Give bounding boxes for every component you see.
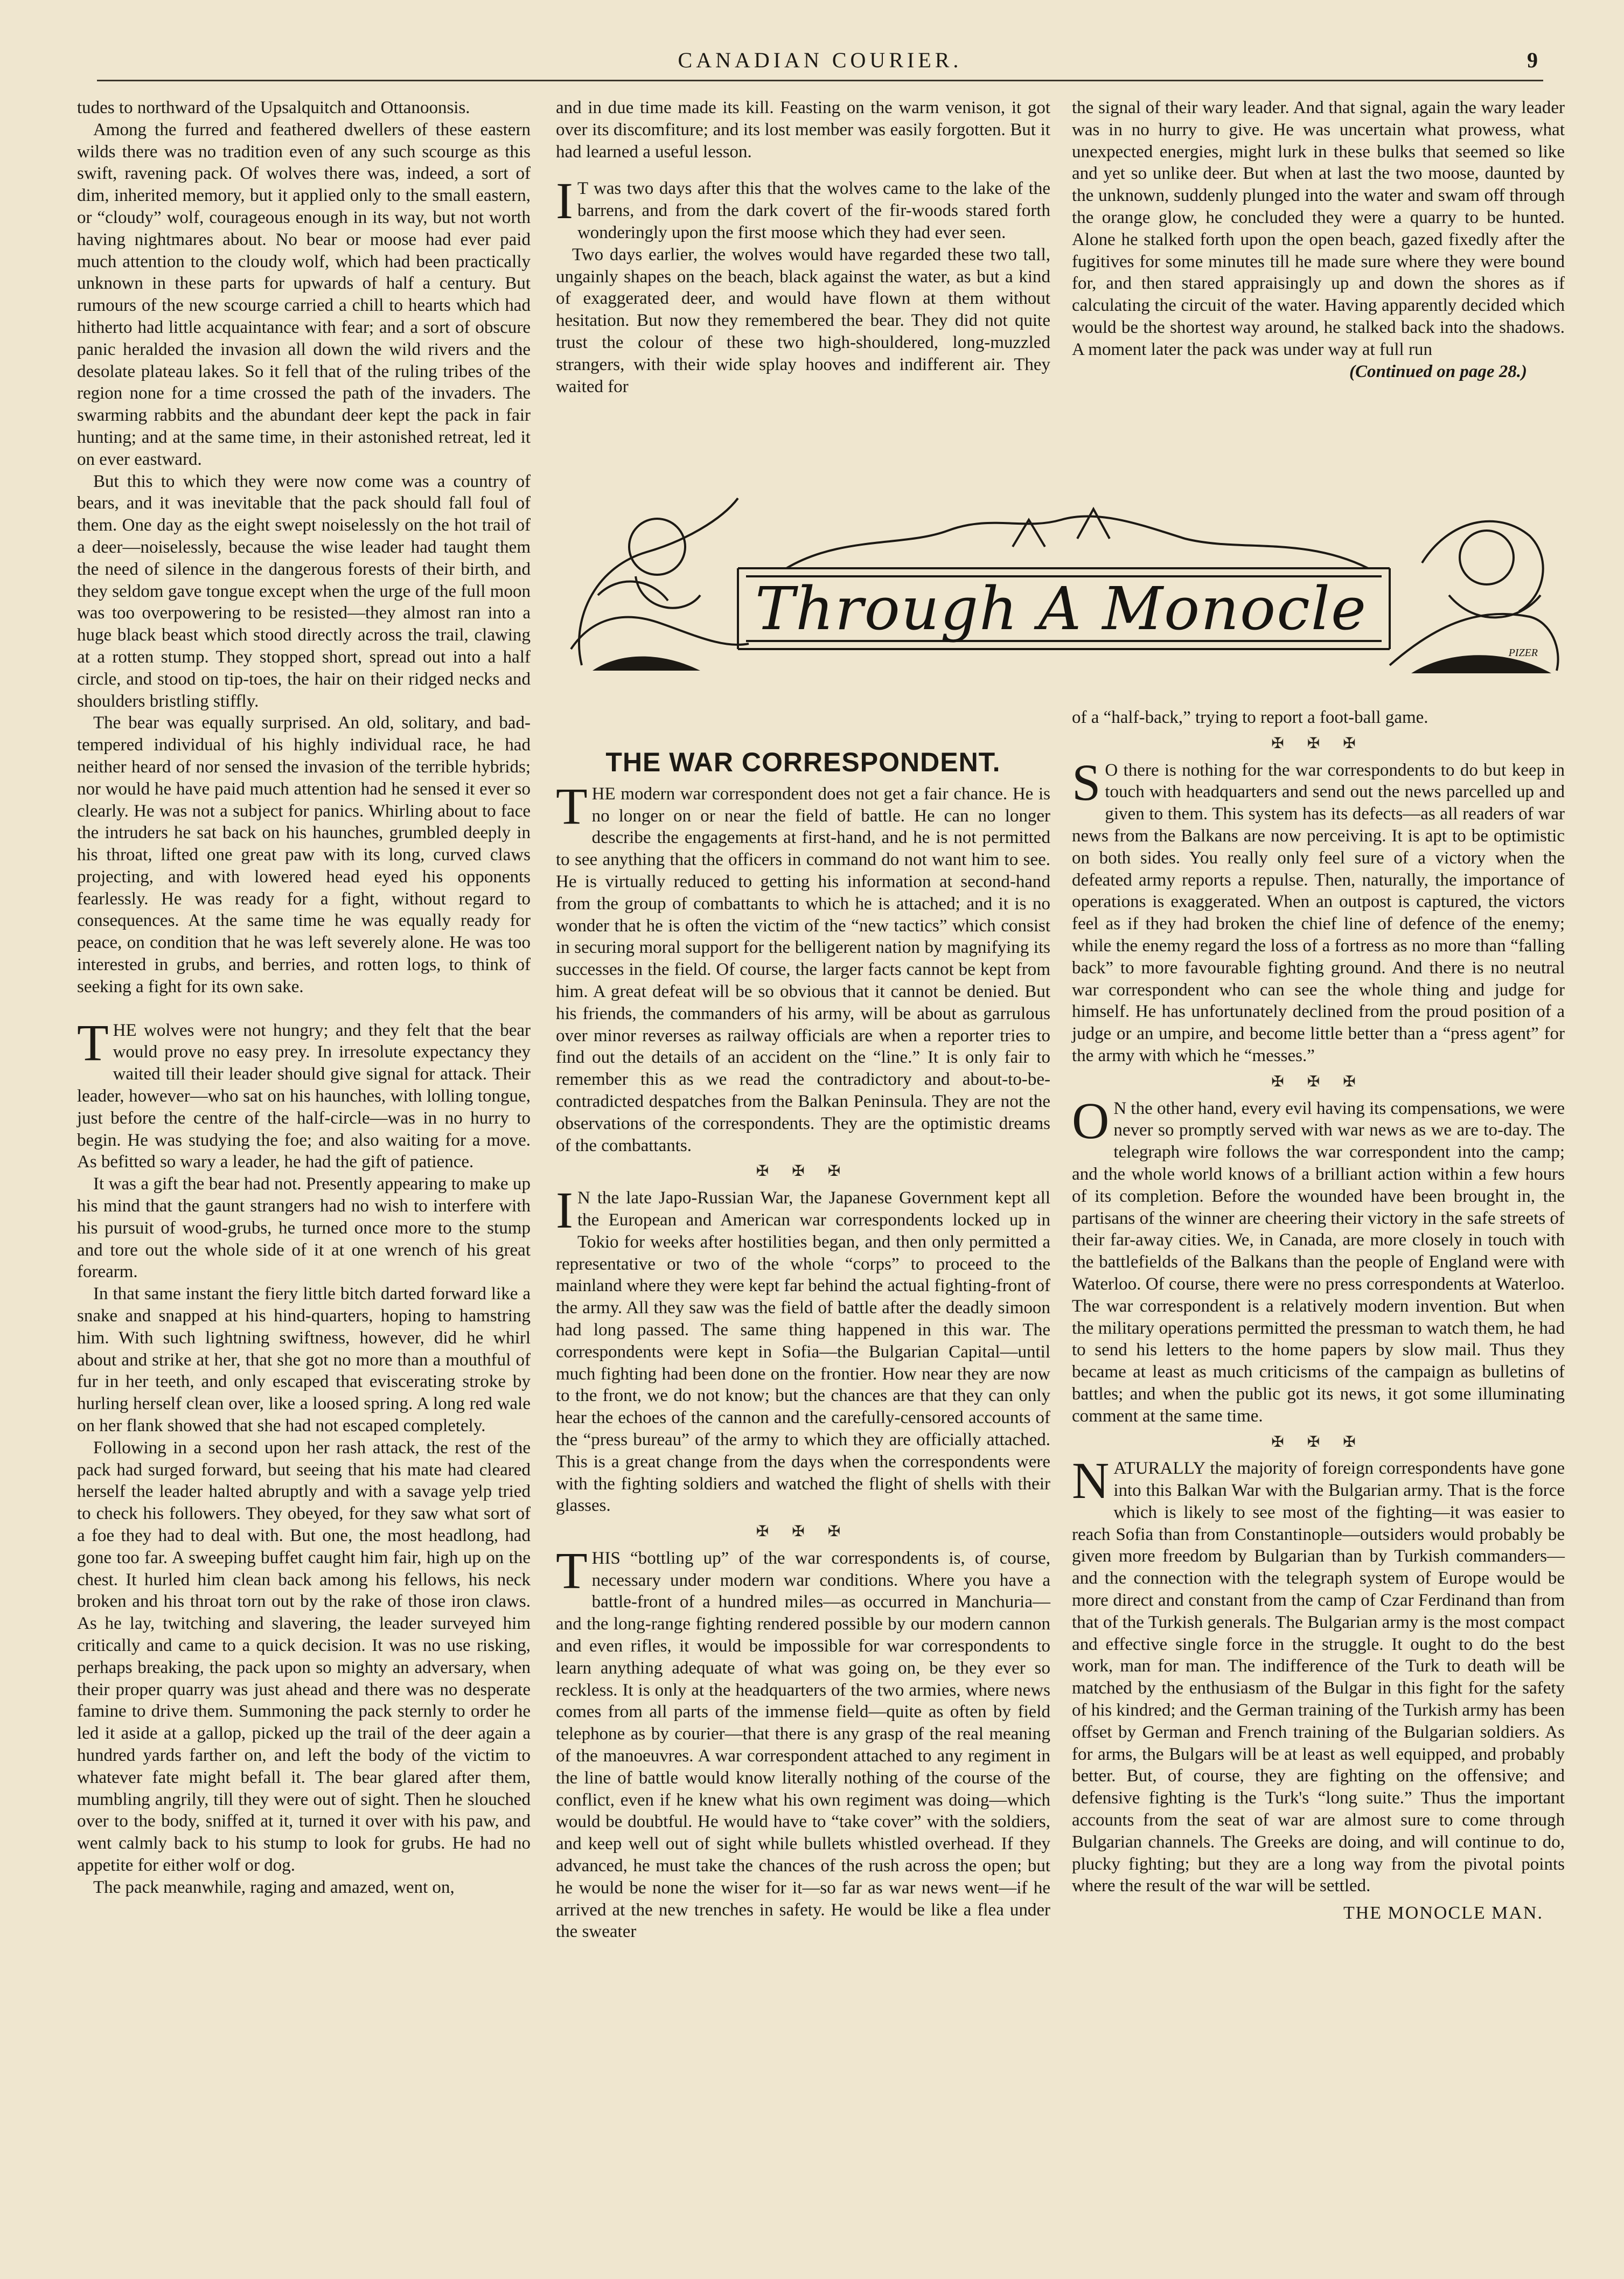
page-number: 9 <box>1527 48 1538 72</box>
article-column-3 <box>1072 707 1565 1925</box>
publication-title: CANADIAN COURIER. <box>678 48 963 72</box>
drop-cap: N <box>1072 1452 1110 1510</box>
article-paragraph-dropcap <box>556 777 1050 1157</box>
drop-cap: T <box>556 1541 588 1599</box>
article-paragraph-dropcap <box>556 1541 1050 1943</box>
banner-title: Through A Monocle <box>755 574 1368 643</box>
drop-cap: O <box>1072 1091 1110 1149</box>
story-column-3 <box>1072 97 1565 382</box>
story-paragraph: In that same instant the fiery little bitch darted forward like a snake and snapped at his hind-quarters, hoping to hamstring him. With such lightning swiftness, however, did he whirl about and strike at her, that she got no more than a mouthful of fur in her teeth, and only escaped that eviscerating stroke by hurling herself clean over, like a loosed spring. A long red wale on her flank showed that she had not escaped completely. <box>77 1284 531 1436</box>
story-paragraph: The pack meanwhile, raging and amazed, went on, <box>93 1877 455 1897</box>
story-paragraph: But this to which they were now come was a country of bears, and it was inevitable that the pack should fall foul of them. One day as the eight swept noiselessly on the hot trail of a deer—noiselessly, because the wise leader had taught them the need of silence in the dangerous forests of their birth, and they seldom gave tongue except when the urge of the full moon was too overpowering to be resisted—they almost ran into a huge black beast which stood directly across the trail, clawing at a rotten stump. They stopped short, spread out into a half circle, and stood on tip-toes, the hair on their ridged necks and shoulders bristling stiffly. <box>77 471 531 711</box>
story-paragraph-dropcap <box>77 1013 531 1174</box>
artist-signature: PIZER <box>1508 647 1538 659</box>
story-paragraph: Two days earlier, the wolves would have regarded these two tall, ungainly shapes on the beach, black against the water, as but a kind of exaggerated deer, and would have flown at them without hesitation. But now they remembered the bear. They did not quite trust the colour of these two high-shouldered, long-muzzled strangers, with their wide splay hooves and indifferent air. They waited for <box>556 245 1050 396</box>
article-text: N the late Japo-Russian War, the Japanese Government kept all the European and American war correspondents locked up in Tokio for weeks after hostilities began, and then only permitted a representative or two of the whole “corps” to proceed to the mainland where they were kept far behind the actual fighting-front of the army. All they saw was the field of battle after the deadly simoon had long passed. The same thing happened in this war. The correspondents were kept in Sofia—the Bulgarian Capital—until much fighting had been done on the frontier. How near they are now to the front, we do not know; but the chances are that they can only hear the echoes of the cannon and the carefully-censored accounts of the “press bureau” of the army to which they are officially attached. This is a great change from the days when the correspondents were with the fighting soldiers and watched the flight of shells with their glasses. <box>556 1188 1050 1516</box>
section-ornament: ✠ ✠ ✠ <box>1271 1433 1365 1451</box>
story-paragraph-dropcap <box>556 172 1050 243</box>
story-paragraph: Among the furred and feathered dwellers of these eastern wilds there was no tradition even of any such scourge as this swift, ravening pack. Of wolves there was, indeed, a sort of dim, inherited memory, but it applied only to the small eastern, or “cloudy” wolf, courageous enough in its way, but not worth having nightmares about. No bear or moose had ever paid much attention to the cloudy wolf, which had been practically unknown in these parts for upwards of half a century. But rumours of the new scourge carried a chill to hearts which had hitherto had little acquaintance with fear; and a sort of obscure panic heralded the invasion all down the wild rivers and the desolate plateau lakes. So it fell that of the ruling tribes of the region none for a time crossed the path of the invaders. The swarming rabbits and the abundant deer kept the pack in fair hunting; and at the same time, in their astonished retreat, led it on ever eastward. <box>77 120 531 469</box>
section-ornament: ✠ ✠ ✠ <box>756 1163 851 1180</box>
continued-notice: (Continued on page 28.) <box>1349 361 1527 381</box>
story-column-2 <box>556 97 1050 398</box>
section-ornament: ✠ ✠ ✠ <box>1271 1073 1365 1090</box>
drop-cap: T <box>556 777 588 835</box>
article-text: HIS “bottling up” of the war correspondents is, of course, necessary under modern war conditions. Where you have a battle-front of a hundred miles—as occurred in Manchuria—and the long-range fighting rendered possible by our modern cannon and even rifles, it would be impossible for war correspondents to learn anything adequate of what was going on, be they ever so reckless. It is only at the headquarters of the two armies, where news comes from all parts of the immense field—quite as often by field telephone as by courier—that there is any grasp of the real meaning of the manoeuvres. A war correspondent attached to any regiment in the line of battle would know literally nothing of the course of the conflict, even if he knew what his own regiment was doing—which would be doubtful. He would have to “take cover” with the soldiers, and keep well out of sight while bullets whistled overhead. If they advanced, he must take the chances of the rush across the open; but he would be none the wiser for it—so far as war news went—if he arrived at the new trenches in safety. He would be like a flea under the sweater <box>556 1548 1050 1942</box>
monocle-banner <box>560 487 1567 684</box>
story-paragraph: The bear was equally surprised. An old, solitary, and bad-tempered individual of his highly individual race, he had neither heard of nor sensed the invasion of the terrible hybrids; nor would he have paid much attention had he sensed it ever so clearly. He was not a subject for panics. Whirling about to face the intruders he sat back on his haunches, grumbled deeply in his throat, lifted one great paw with its long, curved claws projecting, and with lowered head eyed his opponents fearlessly. He was ready for a fight, without regard to consequences. At the same time he was equally ready for peace, on condition that he was left severely alone. He was too interested in grubs, and berries, and rotten logs, to think of seeking a fight for its own sake. <box>77 713 531 996</box>
story-text: HE wolves were not hungry; and they felt that the bear would prove no easy prey. In irresolute expectancy they waited till their leader should give signal for attack. Their leader, however—who sat on his haunches, with lolling tongue, just before the centre of the half-circle—was in no hurry to begin. He was studying the foe; and also waiting for a move. As befitted so wary a leader, he had the gift of patience. <box>77 1020 531 1172</box>
article-paragraph-dropcap <box>1072 753 1565 1067</box>
page-header <box>97 47 1543 81</box>
section-ornament: ✠ ✠ ✠ <box>1271 735 1365 752</box>
story-paragraph: the signal of their wary leader. And that signal, again the wary leader was in no hurry to give. He was uncertain what prowess, what unexpected energies, might lurk in these bulks that seemed so like and yet so unlike deer. But when at last the two moose, daunted by the unknown, suddenly plunged into the water and swam off through the orange glow, he concluded they were a quarry to be hunted. Alone he stalked forth upon the open beach, gazed fixedly after the fugitives for some minutes till he made sure where they were bound for, and then stared appraisingly up and down the shores as if calculating the circuit of the water. Having apparently decided which would be the shortest way around, he stalked back into the shadows. A moment later the pack was under way at full run <box>1072 98 1565 359</box>
author-signature: THE MONOCLE MAN. <box>1343 1903 1543 1923</box>
section-ornament: ✠ ✠ ✠ <box>756 1523 851 1541</box>
article-paragraph-dropcap <box>1072 1452 1565 1897</box>
article-text: HE modern war correspondent does not get a fair chance. He is no longer on or near the field of battle. He can no longer describe the engagements at first-hand, and he is not permitted to see anything that the officers in command do not want him to see. He is virtually reduced to getting his information at second-hand from the group of combattants to which he is attached; and it is no wonder that he is often the victim of the “new tactics” which consist in securing moral support for the belligerent nation by magnifying its successes in the field. Of course, the larger facts cannot be kept from him. A great defeat will be so obvious that it cannot be denied. But his friends, the commanders of his army, will be about as garrulous over minor reverses as railway officials are when a reporter tries to find out the details of an accident on the “line.” It is only fair to remember this as we read the contradictory and about-to-be-contradicted despatches from the Balkan Peninsula. They are not the observations of the correspondents. They are the optimistic dreams of the combattants. <box>556 784 1050 1155</box>
article-paragraph-dropcap <box>556 1181 1050 1517</box>
drop-cap: I <box>556 172 573 230</box>
article-text: N the other hand, every evil having its compensations, we were never so promptly served with war news as we are to-day. The telegraph wire follows the war correspondent into the camp; and the whole world knows of a brilliant action within a few hours of its completion. Before the wounded have been brought in, the partisans of the winner are cheering their victory in the safe streets of their far-away cities. We, in Canada, are more closely in touch with the battlefields of the Balkans than the people of England were with Waterloo. Of course, there were no press correspondents at Waterloo. The war correspondent is a relatively modern invention. But when the military operations permitted the pressman to watch them, he had to send his letters to the home papers by slow mail. Thus they became at least as much criticisms of the campaign as bulletins of battles; and when the public got its news, it got some illuminating comment at the same time. <box>1072 1098 1565 1426</box>
story-paragraph: and in due time made its kill. Feasting on the warm venison, it got over its discomfiture; and its lost member was easily forgotten. But it had learned a useful lesson. <box>556 98 1050 162</box>
article-text: ATURALLY the majority of foreign correspondents have gone into this Balkan War with the Bulgarian army. That is the force which is likely to see most of the fighting—it was easier to reach Sofia than from Constantinople—outsiders would probably be given more freedom by Bulgarian than by Turkish commanders—and the connection with the telegraph system of Europe would be more direct and constant from the camp of Czar Ferdinand than from that of the Turkish generals. The Bulgarian army is the most compact and effective single force in the struggle. It ought to do the best work, man for man. The indifference of the Turk to death will be matched by the enthusiasm of the Bulgar in this fight for the safety of his kindred; and the German training of the Turkish army has been offset by German and French training of the Bulgarian soldiers. As for arms, the Bulgars will be at least as well equipped, and probably better. But, of course, they are fighting on the offensive; and defensive fighting is the Turk's “long suite.” Thus the important accounts from the seat of war are almost sure to come through Bulgarian channels. The Greeks are doing, and will continue to do, plucky fighting; but they are a long way from the pivotal points where the result of the war will be settled. <box>1072 1459 1565 1896</box>
article-text: O there is nothing for the war correspondents to do but keep in touch with headquarters and send out the news parcelled up and given to them. This system has its defects—as all readers of war news from the Balkans are now perceiving. It is apt to be optimistic on both sides. You really only feel sure of a victory when the defeated army reports a repulse. Then, naturally, the importance of operations is exaggerated. When an outpost is captured, the victors feel as if they had broken the chief line of defence of the enemy; while the enemy regard the loss of a fortress as no more than “falling back” to more favourable fighting ground. And there is no neutral war correspondent who can see the whole thing and judge for himself. He has unfortunately declined from the proud position of a judge or an umpire, and become little better than a “press agent” for the army with which he “messes.” <box>1072 760 1565 1065</box>
story-column-1 <box>77 97 531 1899</box>
drop-cap: S <box>1072 753 1101 811</box>
drop-cap: I <box>556 1181 573 1239</box>
story-paragraph: tudes to northward of the Upsalquitch and Ottanoonsis. <box>77 98 470 117</box>
article-column-2 <box>556 747 1050 1943</box>
article-headline: THE WAR CORRESPONDENT. <box>605 747 1001 777</box>
story-paragraph: Following in a second upon her rash attack, the rest of the pack had surged forward, but seeing that his mate had cleared herself the leader halted abruptly and with a savage yelp tried to check his followers. They obeyed, for they saw what sort of a foe they had to deal with. But one, the most headlong, had gone too far. A sweeping buffet caught him fair, high up on the chest. It hurled him clean back among his fellows, his neck broken and his throat torn out by the rake of those iron claws. As he lay, twitching and slavering, the leader surveyed him critically and came to a quick decision. It was no use risking, perhaps breaking, the pack upon so mighty an adversary, when their proper quarry was just ahead and there was no desperate famine to drive them. Summoning the pack sternly to order he led it aside at a gallop, picked up the trail of the deer again a hundred yards farther on, and left the body of the victim to whatever fate might befall it. The bear glared after them, mumbling angrily, till they were out of sight. Then he slouched over to the body, sniffed at it, turned it over with his paw, and went calmly back to his stump to look for grubs. He had no appetite for either wolf or dog. <box>77 1438 531 1875</box>
article-paragraph-dropcap <box>1072 1091 1565 1427</box>
story-paragraph: It was a gift the bear had not. Presently appearing to make up his mind that the gaunt strangers had no wish to interfere with his pursuit of wood-grubs, he turned once more to the stump and tore out the whole side of it at one wrench of his great forearm. <box>77 1174 531 1282</box>
drop-cap: T <box>77 1013 109 1071</box>
article-paragraph: of a “half-back,” trying to report a foot-ball game. <box>1072 708 1428 727</box>
story-text: T was two days after this that the wolves came to the lake of the barrens, and from the dark covert of the fir-woods stared forth wonderingly upon the first moose which they had ever seen. <box>577 179 1050 242</box>
